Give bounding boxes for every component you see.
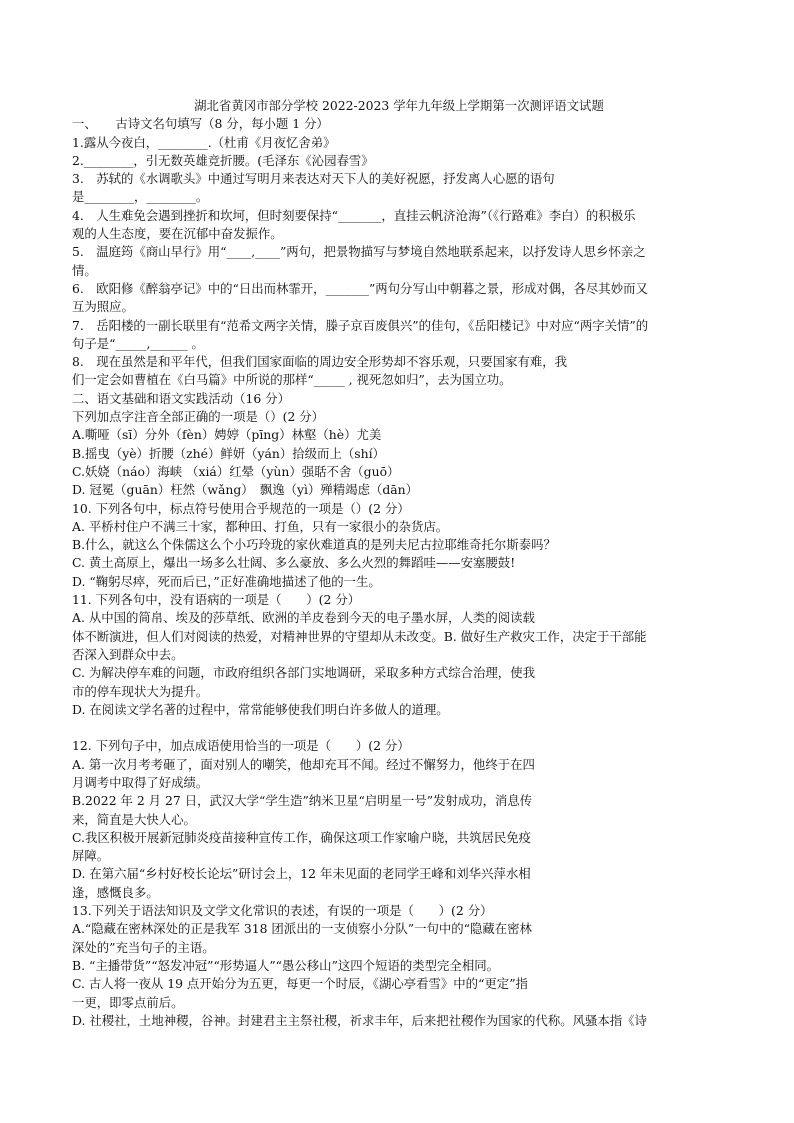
question-9-stem: 下列加点字注音全部正确的一项是（）(2 分） — [72, 409, 325, 425]
question-13-option-a-line-1: A.“隐藏在密林深处的正是我军 318 团派出的一支侦察小分队”一句中的“隐藏在密林 — [72, 921, 532, 937]
question-8-line-1: 8. 现在虽然是和平年代，但我们国家面临的周边安全形势却不容乐观，只要国家有难，我 — [72, 354, 568, 370]
question-13-option-b: B. “主播带货”“怒发冲冠”“形势逼人”“愚公移山”这四个短语的类型完全相同。 — [72, 957, 499, 973]
question-10-option-d: D. “鞠躬尽瘁，死而后已，”正好准确地描述了他的一生。 — [72, 573, 381, 589]
question-12-option-d-line-1: D. 在第六届“乡村好校长论坛”研讨会上，12 年未见面的老同学王峰和刘华兴萍水相 — [72, 866, 531, 882]
question-12-option-b-line-1: B.2022 年 2 月 27 日，武汉大学“学生造”纳米卫星“启明星一号”发射成功，消息传 — [72, 793, 533, 809]
blank-line — [72, 719, 726, 737]
question-10-option-a: A. 平桥村住户不满三十家，都种田、打鱼，只有一家很小的杂货店。 — [72, 518, 449, 534]
question-10-option-b: B.什么，就这么个侏儒这么个小巧玲珑的家伙难道真的是列夫尼古拉耶维奇托尔斯泰吗？ — [72, 537, 556, 553]
question-4-line-1: 4. 人生难免会遇到挫折和坎坷，但时刻要保持“_______，直挂云帆济沧海”（《行路难》李白）的积极乐 — [72, 207, 636, 223]
question-9-option-a: A.嘶哑（sī）分外（fèn）娉婷（pīng）林壑（hè）尤美 — [72, 427, 382, 443]
question-11-stem: 11. 下列各句中，没有语病的一项是（ ）(2 分） — [72, 592, 361, 608]
section-1-heading: 一、 古诗文名句填写（8 分，每小题 1 分） — [72, 116, 329, 132]
section-2-heading: 二、语文基础和语文实践活动（16 分） — [72, 390, 290, 406]
exam-document — [72, 97, 726, 1030]
question-11-option-c-line-1: C. 为解决停车难的问题，市政府组织各部门实地调研，采取多种方式综合治理，使我 — [72, 665, 535, 681]
question-5-line-2: 情。 — [72, 262, 97, 278]
question-2: 2.________，引无数英雄竞折腰。(毛泽东《沁园春雪》 — [72, 152, 374, 168]
question-12-option-d-line-2: 逢，感慨良多。 — [72, 884, 159, 900]
question-4-line-2: 观的人生态度，要在沉郁中奋发振作。 — [72, 226, 283, 242]
question-12-option-a-line-1: A. 第一次月考考砸了，面对别人的嘲笑，他却充耳不闻。经过不懈努力，他终于在四 — [72, 756, 535, 772]
question-11-option-b-line-2: 否深入到群众中去。 — [72, 646, 184, 662]
document-title: 湖北省黄冈市部分学校 2022-2023 学年九年级上学期第一次测评语文试题 — [194, 98, 604, 113]
question-12-option-c-line-1: C.我区积极开展新冠肺炎疫苗接种宣传工作，确保这项工作家喻户晓，共筑居民免疫 — [72, 829, 532, 845]
question-8-line-2: 们一定会如曹植在《白马篇》中所说的那样“_____ , 视死忽如归”，去为国立功。 — [72, 372, 512, 388]
question-6-line-2: 互为照应。 — [72, 299, 134, 315]
question-12-option-c-line-2: 屏障。 — [72, 848, 110, 864]
question-13-option-a-line-2: 深处的”充当句子的主语。 — [72, 939, 215, 955]
question-12-option-b-line-2: 来，简直是大快人心。 — [72, 811, 196, 827]
question-7-line-2: 句子是“_____,______ 。 — [72, 335, 204, 351]
question-12-option-a-line-2: 月调考中取得了好成绩。 — [72, 774, 209, 790]
question-11-option-a-line-1: A. 从中国的简帛、埃及的莎草纸、欧洲的羊皮卷到今天的电子墨水屏，人类的阅读载 — [72, 610, 535, 626]
question-3-line-2: 是________，________。 — [72, 189, 209, 205]
question-1: 1.露从今夜白，________.（杜甫《月夜忆舍弟》 — [72, 134, 336, 150]
question-7-line-1: 7. 岳阳楼的一副长联里有“范希文两字关情，滕子京百废俱兴”的佳句，《岳阳楼记》中对应“两字关情”的 — [72, 317, 649, 333]
question-6-line-1: 6. 欧阳修《醉翁亭记》中的“日出而林霏开，_______”两句分写山中朝暮之景，形成对偶，各尽其妙而又 — [72, 280, 648, 296]
question-13-option-d: D. 社稷社，土地神稷，谷神。封建君主主祭社稷，祈求丰年，后来把社稷作为国家的代称。风骚本指《诗 — [72, 1012, 647, 1028]
question-5-line-1: 5. 温庭筠《商山早行》用“____,____”两句，把景物描写与梦境自然地联系起来，以抒发诗人思乡怀亲之 — [72, 244, 646, 260]
question-10-option-c: C. 黄土高原上，爆出一场多么壮阔、多么豪放、多么火烈的舞蹈哇——安塞腰鼓! — [72, 555, 516, 571]
question-11-option-c-line-2: 市的停车现状大为提升。 — [72, 683, 209, 699]
question-13-option-c-line-1: C. 古人将一夜从 19 点开始分为五更，每更一个时辰，《湖心亭看雪》中的“更定”指 — [72, 976, 528, 992]
question-9-option-c: C.妖娆（náo）海峡 （xiá）红晕（yùn）强聒不舍（guō） — [72, 463, 400, 479]
question-9-option-d: D. 冠冕（guān）枉然（wǎng） 飘逸（yì）殚精竭虑（dān） — [72, 482, 419, 498]
question-9-option-b: B.摇曳（yè）折腰（zhé）鲜妍（yán）拾级而上（shí） — [72, 445, 385, 461]
question-11-option-a-line-2: 体不断演进，但人们对阅读的热爱，对精神世界的守望却从未改变。B. 做好生产救灾工作，决定于干部能 — [72, 628, 647, 644]
question-13-stem: 13.下列关于语法知识及文学文化常识的表述，有误的一项是（ ）(2 分） — [72, 903, 493, 919]
question-11-option-d: D. 在阅读文学名著的过程中，常常能够使我们明白许多做人的道理。 — [72, 701, 449, 717]
question-10-stem: 10. 下列各句中，标点符号使用合乎规范的一项是（）(2 分） — [72, 500, 410, 516]
question-13-option-c-line-2: 一更，即零点前后。 — [72, 994, 184, 1010]
question-3-line-1: 3. 苏轼的《水调歌头》中通过写明月来表达对天下人的美好祝愿，抒发离人心愿的语句 — [72, 171, 555, 187]
question-12-stem: 12. 下列句子中，加点成语使用恰当的一项是（ ）(2 分） — [72, 738, 410, 754]
